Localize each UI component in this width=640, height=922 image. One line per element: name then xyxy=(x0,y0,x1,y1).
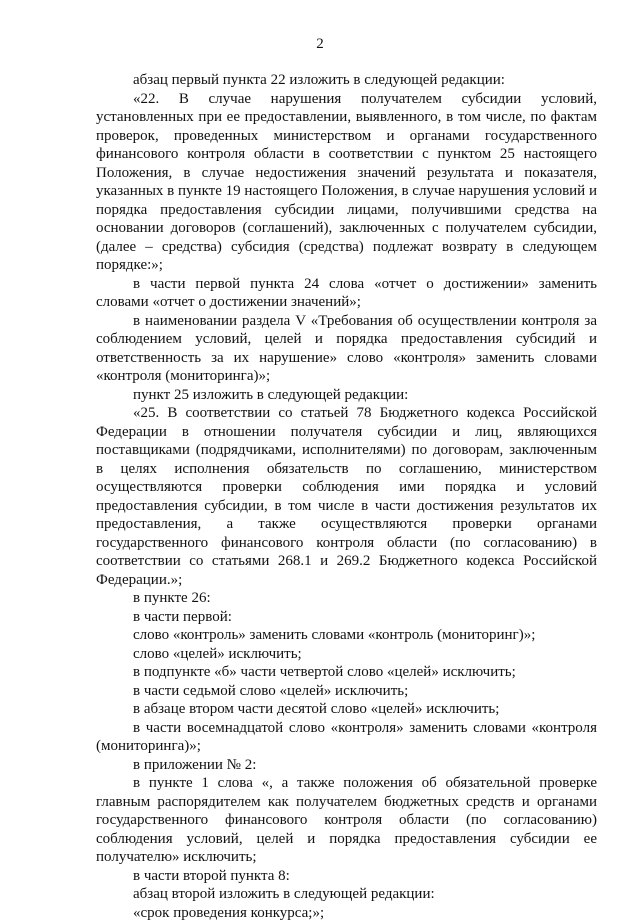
paragraph: в части второй пункта 8: xyxy=(96,867,597,886)
paragraph: в приложении № 2: xyxy=(96,756,597,775)
paragraph: в наименовании раздела V «Требования об осуществлении контроля за соблюдением условий, целей и порядка предоставления субсидий и ответственность за их нарушение» слово «контроля» заменить словами «контроля (мониторинга)»; xyxy=(96,312,597,386)
paragraph: абзац второй изложить в следующей редакции: xyxy=(96,885,597,904)
paragraph: пункт 25 изложить в следующей редакции: xyxy=(96,386,597,405)
paragraph: абзац первый пункта 22 изложить в следующей редакции: xyxy=(96,71,597,90)
paragraph: «22. В случае нарушения получателем субсидии условий, установленных при ее предоставлении, выявленного, в том числе, по фактам проверок, проведенных министерством и органами государственного финансового контроля области в соответствии с пунктом 25 настоящего Положения, в случае недостижения значений результата и показателя, указанных в пункте 19 настоящего Положения, в случае нарушения условий и порядка предоставления субсидии лицами, получившими средства на основании договоров (соглашений), заключенных с получателем субсидии, (далее – средства) субсидия (средства) подлежат возврату в следующем порядке:»; xyxy=(96,90,597,275)
page-number: 2 xyxy=(0,36,640,53)
paragraph: «25. В соответствии со статьей 78 Бюджетного кодекса Российской Федерации в отношении получателя субсидии и лиц, являющихся поставщиками (подрядчиками, исполнителями) по договорам, заключенным в целях исполнения обязательств по соглашению, министерством осуществляются проверки соблюдения ими порядка и условий предоставления субсидии, в том числе в части достижения результатов их предоставления, а также осуществляются проверки органами государственного финансового контроля области (по согласованию) в соответствии со статьями 268.1 и 269.2 Бюджетного кодекса Российской Федерации.»; xyxy=(96,404,597,589)
document-body xyxy=(96,71,597,922)
paragraph: «срок проведения конкурса;»; xyxy=(96,904,597,922)
paragraph: в пункте 1 слова «, а также положения об обязательной проверке главным распорядителем как получателем бюджетных средств и органами государственного финансового контроля области (по согласованию) соблюдения условий, целей и порядка предоставления субсидии ее получателю» исключить; xyxy=(96,774,597,867)
paragraph: в пункте 26: xyxy=(96,589,597,608)
paragraph: в части первой: xyxy=(96,608,597,627)
paragraph: в подпункте «б» части четвертой слово «целей» исключить; xyxy=(96,663,597,682)
paragraph: слово «контроль» заменить словами «контроль (мониторинг)»; xyxy=(96,626,597,645)
paragraph: в части восемнадцатой слово «контроля» заменить словами «контроля (мониторинга)»; xyxy=(96,719,597,756)
paragraph: слово «целей» исключить; xyxy=(96,645,597,664)
paragraph: в абзаце втором части десятой слово «целей» исключить; xyxy=(96,700,597,719)
paragraph: в части первой пункта 24 слова «отчет о достижении» заменить словами «отчет о достижении значений»; xyxy=(96,275,597,312)
paragraph: в части седьмой слово «целей» исключить; xyxy=(96,682,597,701)
